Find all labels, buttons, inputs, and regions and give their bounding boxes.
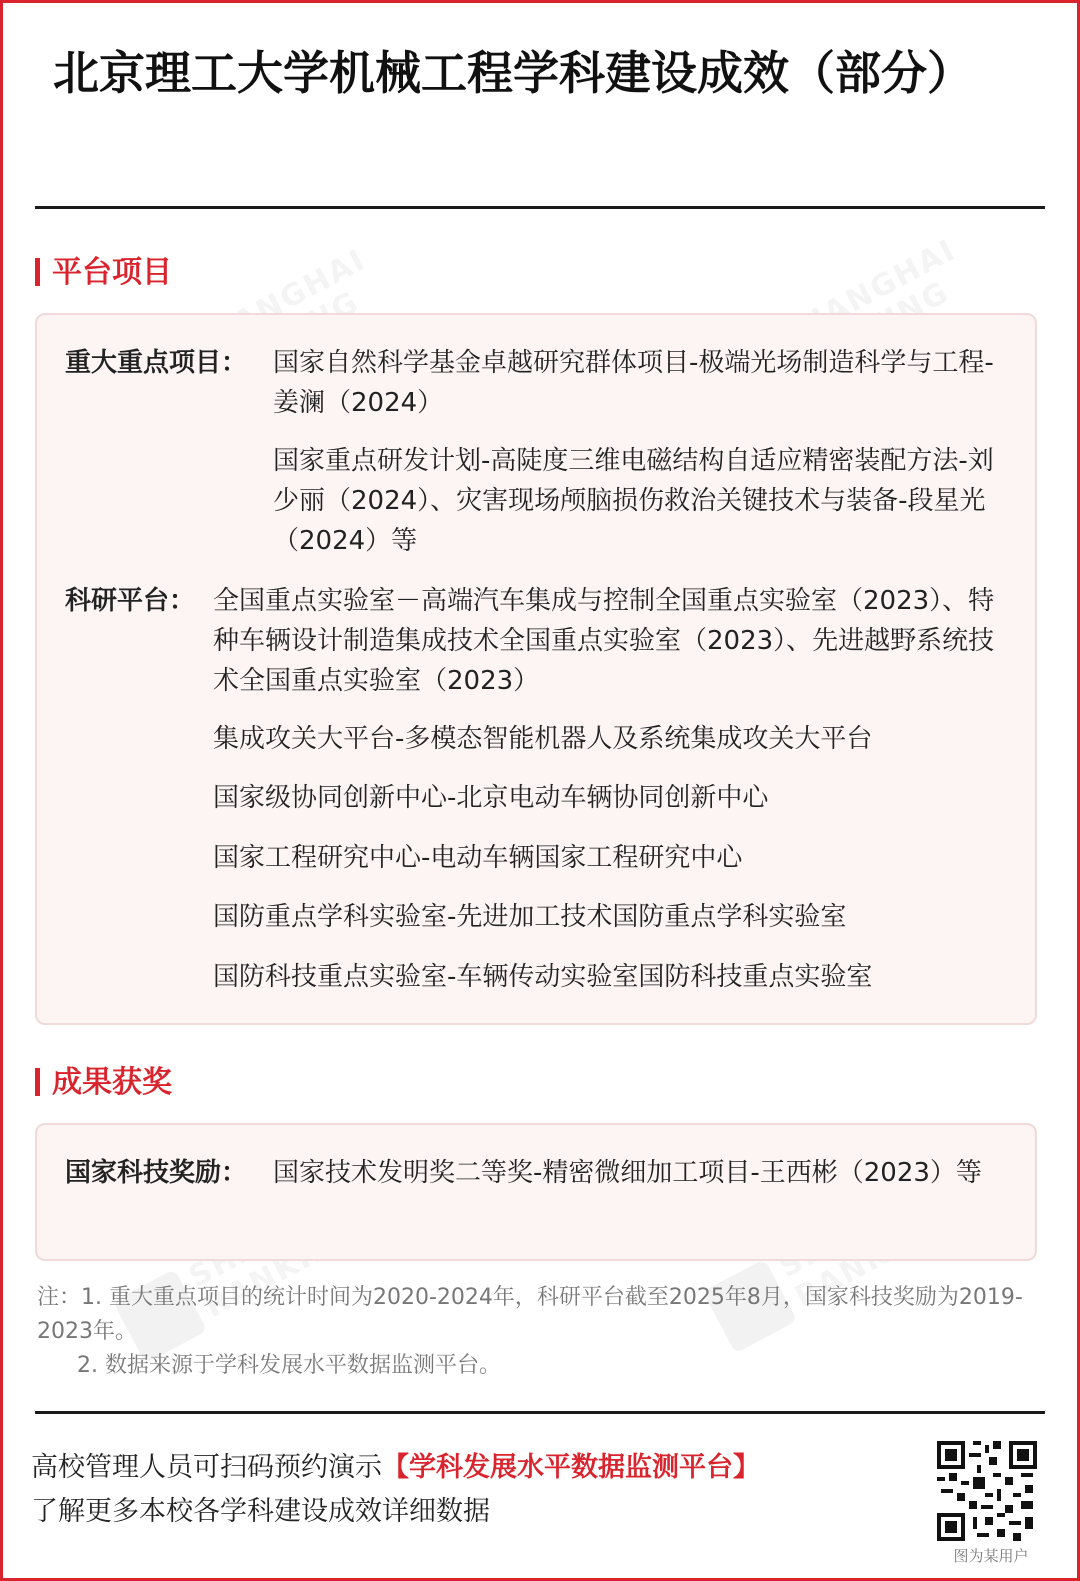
footer-line-1 [31,1447,760,1489]
footer-line-2: 了解更多本校各学科建设成效详细数据 [31,1496,490,1527]
platform-link[interactable]: 【学科发展水平数据监测平台】 [382,1452,760,1483]
major-project-item: 国家重点研发计划-高陡度三维电磁结构自适应精密装配方法-刘少丽（2024）、灾害现场颅脑损伤救治关键技术与装备-段星光（2024）等 [273,446,994,556]
research-platform-item: 国防重点学科实验室-先进加工技术国防重点学科实验室 [213,902,847,932]
major-projects-label: 重大重点项目： [65,348,248,378]
note-2: 2. 数据来源于学科发展水平数据监测平台。 [77,1353,501,1378]
qr-caption: 图为某用户 [953,1547,1029,1565]
research-platform-item: 国家级协同创新中心-北京电动车辆协同创新中心 [213,783,769,813]
qr-code-icon[interactable] [937,1441,1037,1541]
research-platform-item: 全国重点实验室－高端汽车集成与控制全国重点实验室（2023）、特种车辆设计制造集成技术全国重点实验室（2023）、先进越野系统技术全国重点实验室（2023） [213,586,995,696]
awards-panel [35,1123,1037,1261]
research-platforms-label: 科研平台： [65,586,196,616]
section-heading-awards: 成果获奖 [35,1063,172,1103]
research-platform-item: 国防科技重点实验室-车辆传动实验室国防科技重点实验室 [213,962,873,992]
platform-panel [35,313,1037,1025]
note-1: 注：1. 重大重点项目的统计时间为2020-2024年，科研平台截至2025年8月，国家科技奖励为2019-2023年。 [37,1285,1023,1344]
page-title: 北京理工大学机械工程学科建设成效（部分） [53,46,973,100]
national-award-item: 国家技术发明奖二等奖-精密微细加工项目-王西彬（2023）等 [273,1158,982,1188]
footer-divider [35,1411,1045,1414]
section-accent-bar [35,1068,40,1096]
research-platform-item: 集成攻关大平台-多模态智能机器人及系统集成攻关大平台 [213,724,873,754]
section-heading-platform: 平台项目 [35,253,172,293]
title-divider [35,206,1045,209]
footer-cta-text: 高校管理人员可扫码预约演示 [31,1452,382,1483]
national-award-label: 国家科技奖励： [65,1158,248,1188]
section-accent-bar [35,258,40,286]
major-project-item: 国家自然科学基金卓越研究群体项目-极端光场制造科学与工程-姜澜（2024） [273,348,994,418]
research-platform-item: 国家工程研究中心-电动车辆国家工程研究中心 [213,843,743,873]
